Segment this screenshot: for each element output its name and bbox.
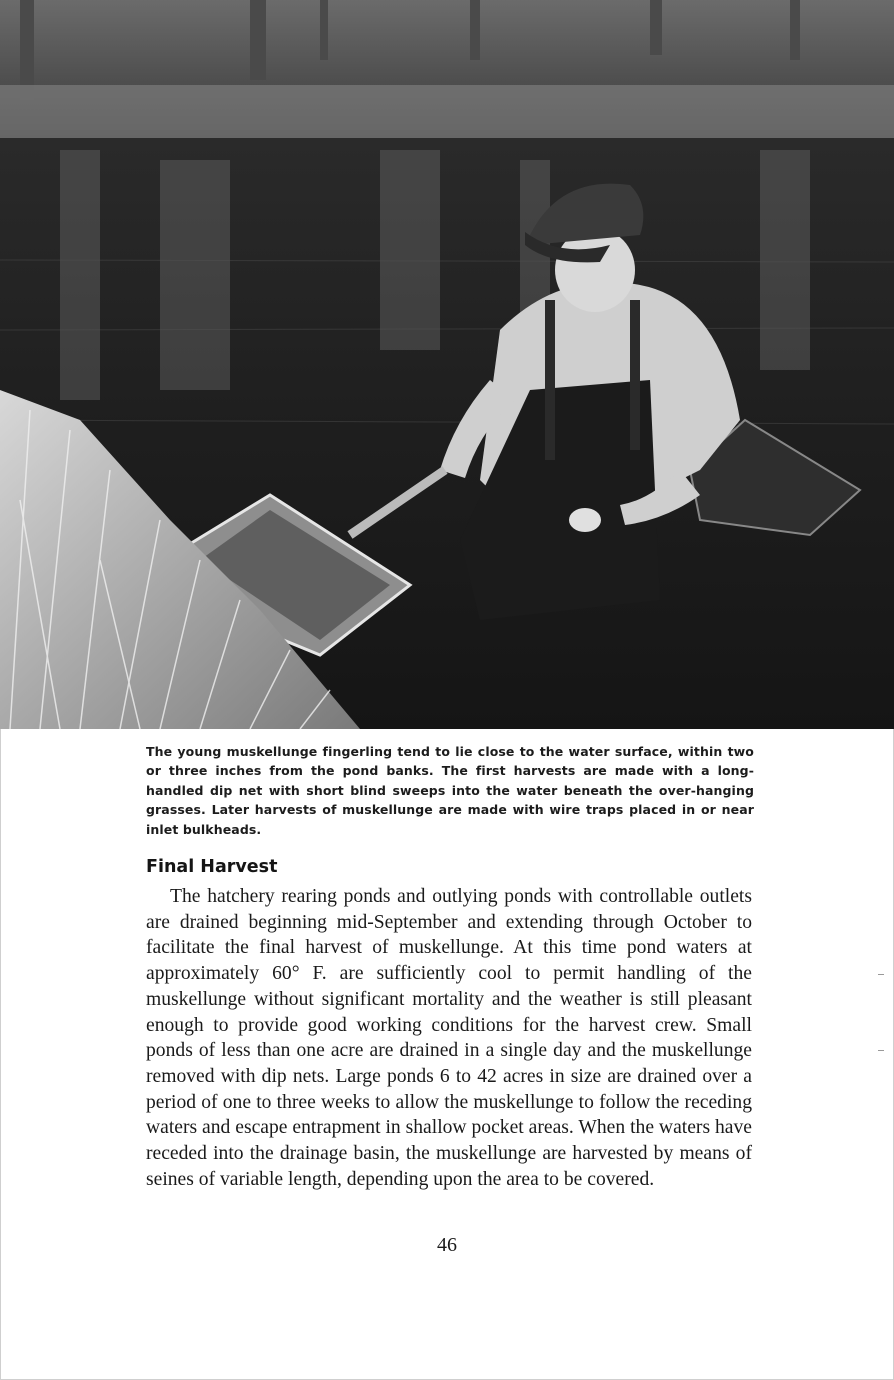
margin-mark bbox=[878, 1050, 884, 1051]
margin-mark bbox=[878, 974, 884, 975]
page-number: 46 bbox=[437, 1234, 457, 1256]
photo-caption: The young muskellunge fingerling tend to lie close to the water surface, within two or three inches from the pond banks. The first harvests are made with a long-handled dip net with short blind sweeps into the water beneath the over-hanging grasses. Later harvests of muskellunge are made with wire traps placed in or near inlet bulkheads. bbox=[146, 744, 754, 837]
section-heading: Final Harvest bbox=[146, 857, 278, 877]
section-body: The hatchery rearing ponds and outlying ponds with controllable outlets are drained beginning mid-September and extending through October to facilitate the final harvest of muskellunge. At this time pond waters at approximately 60° F. are sufficiently cool to permit handling of the muskellunge without significant mortality and the weather is still pleasant enough to provide good working conditions for the harvest crew. Small ponds of less than one acre are drained in a single day and the muskellunge removed with dip nets. Large ponds 6 to 42 acres in size are drained over a period of one to three weeks to allow the muskellunge to follow the receding waters and escape entrapment in shallow pocket areas. When the waters have receded into the drainage basin, the muskellunge are harvested by means of seines of variable length, depending upon the area to be covered. bbox=[146, 886, 752, 1190]
